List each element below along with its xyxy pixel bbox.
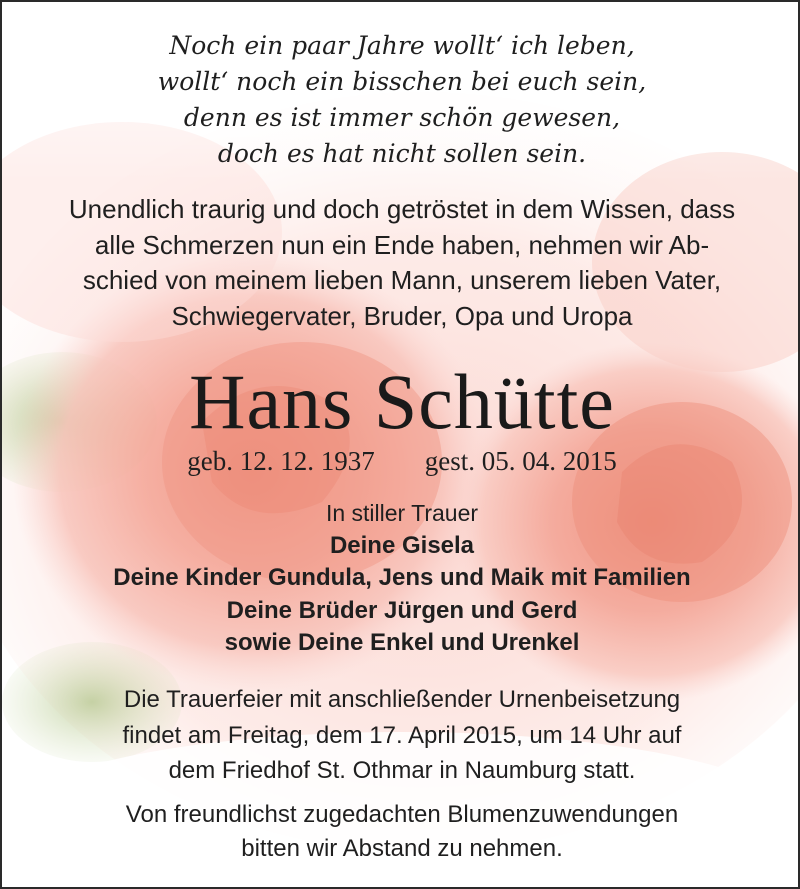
poem-line: doch es hat nicht sollen sein. — [217, 139, 587, 168]
mourner-line: Deine Brüder Jürgen und Gerd — [226, 596, 578, 624]
poem-line: Noch ein paar Jahre wollt‘ ich leben, — [169, 31, 635, 60]
flowers-note — [2, 798, 800, 865]
intro-line: alle Schmerzen nun ein Ende haben, nehmen wir Ab- — [94, 229, 710, 260]
mourning-lead: In stiller Trauer — [325, 500, 479, 526]
funeral-line: Die Trauerfeier mit anschließender Urnenbeisetzung — [123, 686, 681, 713]
mourner-line: sowie Deine Enkel und Urenkel — [224, 629, 580, 656]
intro-line: Schwiegervater, Bruder, Opa und Uropa — [171, 300, 633, 331]
intro-text — [2, 192, 800, 334]
life-dates — [2, 443, 800, 479]
mourner-line: Deine Kinder Gundula, Jens und Maik mit Familien — [113, 564, 691, 591]
death-date: gest. 05. 04. 2015 — [424, 446, 617, 476]
poem-line: wollt‘ noch ein bisschen bei euch sein, — [157, 67, 647, 96]
flowers-line: Von freundlichst zugedachten Blumenzuwendungen — [125, 801, 679, 828]
flowers-line: bitten wir Abstand zu nehmen. — [241, 834, 563, 862]
poem-line: denn es ist immer schön gewesen, — [183, 103, 621, 132]
intro-line: schied von meinem lieben Mann, unserem lieben Vater, — [82, 265, 722, 295]
mourners-block — [2, 497, 800, 660]
funeral-line: findet am Freitag, dem 17. April 2015, um 14 Uhr auf — [122, 721, 682, 749]
mourner-line: Deine Gisela — [329, 531, 475, 559]
deceased-name: Hans Schütte — [189, 358, 615, 445]
poem — [2, 28, 800, 172]
funeral-details — [2, 682, 800, 789]
birth-date: geb. 12. 12. 1937 — [187, 446, 375, 476]
intro-line: Unendlich traurig und doch getröstet in dem Wissen, dass — [68, 194, 736, 224]
funeral-line: dem Friedhof St. Othmar in Naumburg statt. — [168, 757, 636, 784]
